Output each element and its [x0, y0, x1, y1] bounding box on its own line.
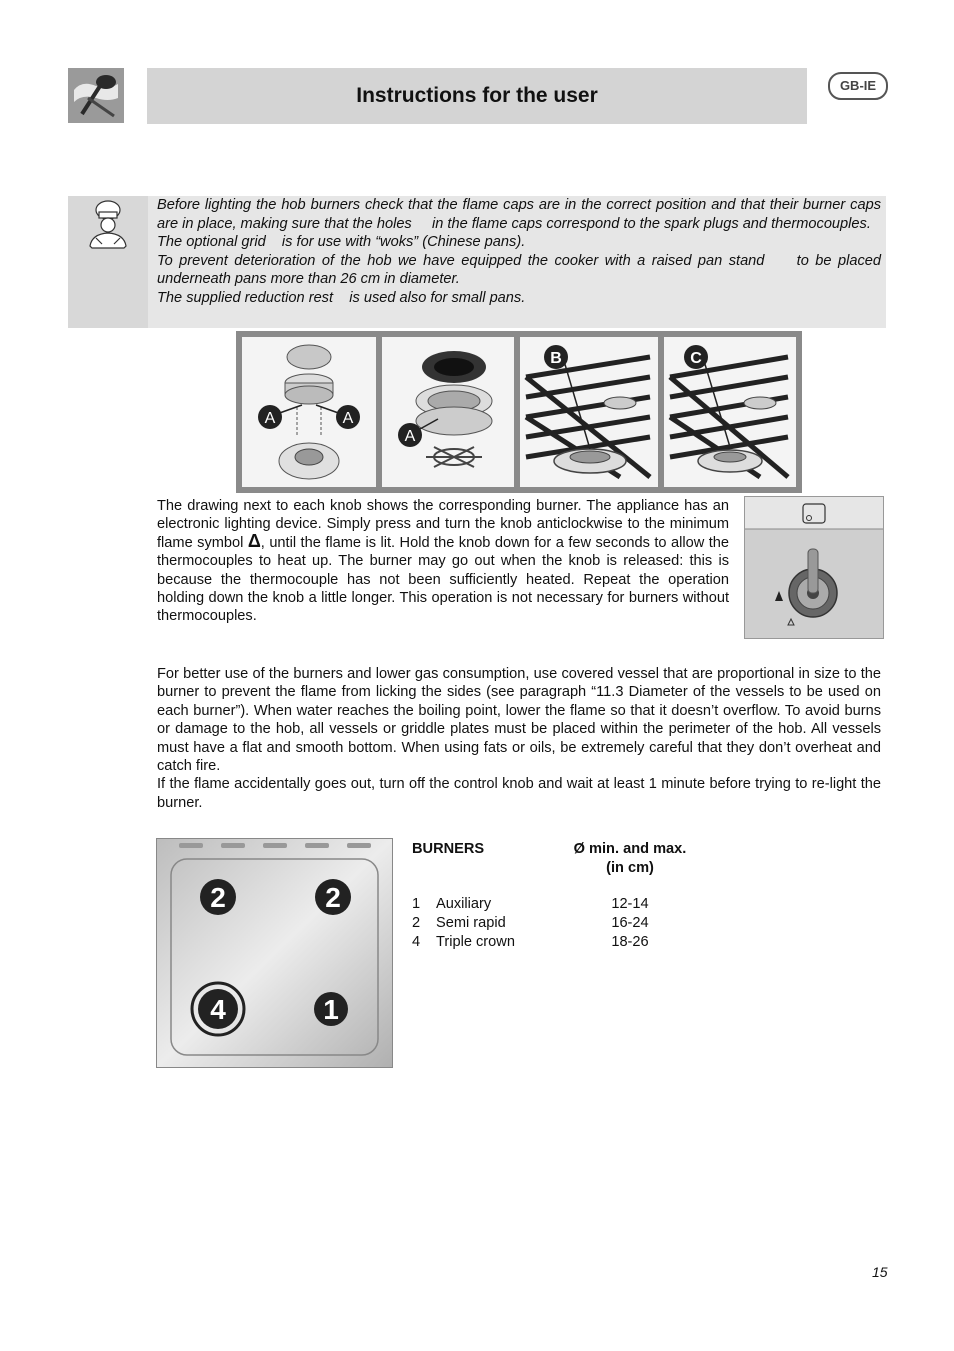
language-badge: GB-IE [828, 72, 888, 100]
usage-paragraph-1: For better use of the burners and lower gas consumption, use covered vessel that are proportional in size to the burner to prevent the flame from licking the sides (see paragraph “11.3 Diameter of the vessels to be used on each burner”). When water reaches the boiling point, lower the flame so that it doesn’t overflow. To avoid burns or damage to the hob, all vessels or griddle plates must be placed within the perimeter of the hob. All vessels must have a flat and smooth bottom. When using fats or oils, be extremely careful that they don’t overheat and catch fire. [157, 666, 881, 775]
lighting-text-part1: The drawing next to each knob shows the corresponding burner. The appliance has an electronic lighting device. Simply press and turn the knob anticlockwise to the minimum flame symbol [157, 498, 729, 551]
page-number: 15 [872, 1264, 888, 1280]
pan-stand-figure [664, 337, 796, 487]
table-row [412, 933, 515, 952]
note-paragraph-1: Before lighting the hob burners check that the flame caps are in the correct position and that their burner caps are in place, making sure that the holes in the flame caps correspond to the spark plugs and thermocouples. [157, 197, 881, 232]
figure-label-a3: A [404, 428, 416, 445]
burner-number: 1 [412, 896, 421, 912]
control-knob-figure [744, 496, 884, 639]
lighting-paragraph [157, 497, 729, 626]
flame-cap-figure [242, 337, 376, 487]
figure-label-a1: A [264, 410, 276, 427]
note-paragraph-3: To prevent deterioration of the hob we have equipped the cooker with a raised pan stand to be placed underneath pans more than 26 cm in diameter. [157, 252, 881, 288]
figure-label-c: C [690, 350, 702, 367]
burner-range-column [560, 895, 700, 953]
chef-utensils-icon [68, 68, 124, 123]
note-text [157, 196, 881, 308]
hob-layout-figure [156, 838, 393, 1068]
chef-icon [68, 196, 148, 328]
min-flame-symbol: Δ [247, 530, 261, 551]
burner-number: 2 [412, 915, 421, 932]
diameter-column-header [560, 840, 700, 878]
hob-burner-label-3: 4 [210, 994, 226, 1025]
burner-name: Auxiliary [436, 896, 492, 912]
table-row [412, 895, 515, 914]
note-paragraph-4: The supplied reduction rest is used also for small pans. [157, 289, 526, 306]
burner-name: Triple crown [436, 934, 515, 951]
header-bar [147, 68, 807, 124]
diameter-header-line2: (in cm) [606, 860, 654, 877]
burner-table-rows [412, 895, 515, 953]
figure-label-a2: A [342, 410, 354, 427]
hob-burner-label-2: 2 [325, 882, 341, 913]
burner-name: Semi rapid [436, 915, 506, 932]
burner-range: 16-24 [611, 915, 649, 932]
burner-number: 4 [412, 934, 421, 951]
burner-range: 12-14 [611, 896, 649, 912]
note-icon-panel [68, 196, 148, 328]
hob-burner-label-1: 2 [210, 882, 226, 913]
lighting-text-part2: , until the flame is lit. Hold the knob down for a few seconds to allow the thermocouples to heat up. The burner may go out when the knob is released: this is because the thermocouple has not been sufficiently heated. Repeat the operation holding down the knob a little longer. This operation is not necessary for burners without thermocouples. [157, 534, 729, 625]
usage-paragraph-2: If the flame accidentally goes out, turn off the control knob and wait at least 1 minute before trying to re-light the burner. [157, 776, 881, 811]
triple-crown-figure [382, 337, 514, 487]
burner-range: 18-26 [611, 934, 649, 951]
burners-column-header: BURNERS [412, 841, 485, 857]
hob-burner-label-4: 1 [323, 994, 339, 1025]
table-row [412, 914, 515, 933]
note-paragraph-2: The optional grid is for use with “woks” (Chinese pans). [157, 234, 526, 251]
figure-label-b: B [550, 350, 562, 367]
diameter-header-line1: Ø min. and max. [573, 841, 687, 857]
usage-text [157, 665, 881, 812]
page-title: Instructions for the user [356, 84, 598, 107]
burner-figure-strip [236, 331, 802, 493]
wok-grid-figure [520, 337, 658, 487]
